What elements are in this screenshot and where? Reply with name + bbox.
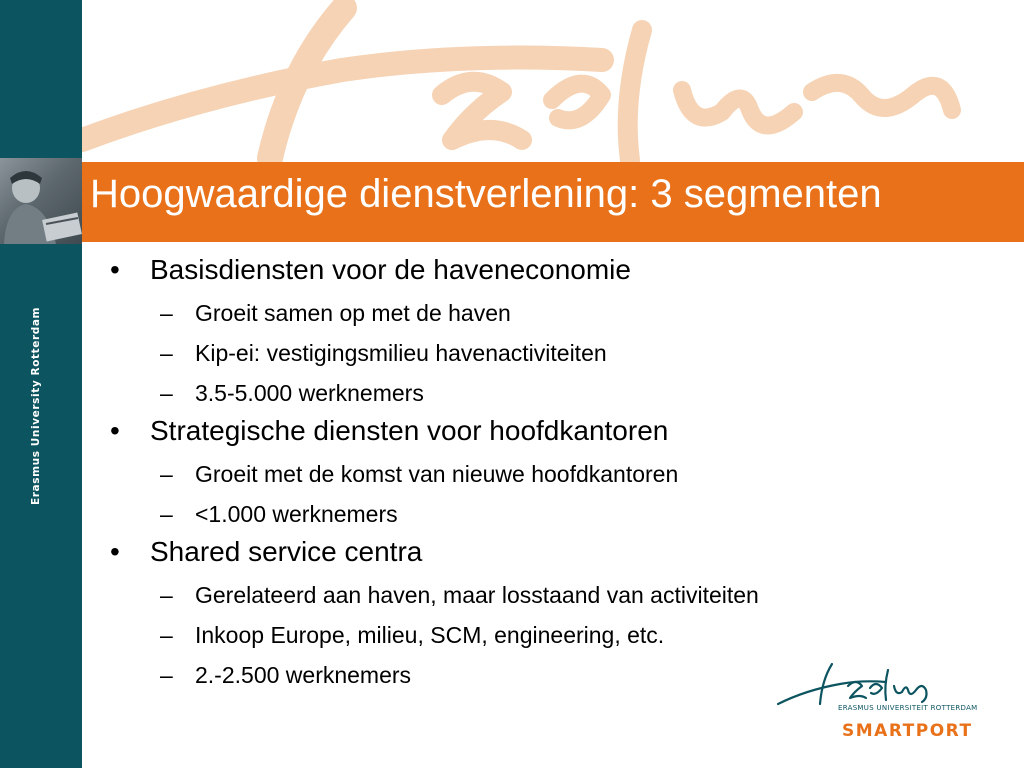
erasmus-signature-icon xyxy=(776,660,976,708)
erasmus-signature-watermark xyxy=(82,0,1024,162)
sub-bullet-text: Kip-ei: vestigingsmilieu havenactiviteiten xyxy=(195,340,607,366)
bullet-item xyxy=(110,534,990,569)
university-name: Erasmus University Rotterdam xyxy=(30,306,42,505)
bullet-item xyxy=(110,413,990,448)
erasmus-portrait-image xyxy=(0,158,82,244)
dash-marker: – xyxy=(160,662,173,688)
sub-bullet-text: Gerelateerd aan haven, maar losstaand van activiteiten xyxy=(195,582,759,608)
sub-bullet-item xyxy=(110,379,990,407)
sub-bullet-item xyxy=(110,621,990,649)
title-band xyxy=(82,162,1024,242)
sub-bullet-item xyxy=(110,299,990,327)
sidebar xyxy=(0,0,82,768)
sub-bullet-item xyxy=(110,339,990,367)
logo-university-line: ERASMUS UNIVERSITEIT ROTTERDAM xyxy=(838,704,978,712)
slide-content xyxy=(110,252,990,689)
sub-bullet-text: 2.-2.500 werknemers xyxy=(195,662,412,688)
dash-marker: – xyxy=(160,622,173,648)
bullet-text: Shared service centra xyxy=(150,536,423,567)
portrait-figure xyxy=(0,158,82,244)
bullet-marker: • xyxy=(110,536,120,567)
dash-marker: – xyxy=(160,501,173,527)
dash-marker: – xyxy=(160,582,173,608)
sub-bullet-text: <1.000 werknemers xyxy=(195,501,398,527)
smartport-logo xyxy=(776,660,976,745)
dash-marker: – xyxy=(160,380,173,406)
sub-bullet-text: Groeit samen op met de haven xyxy=(195,300,511,326)
sub-bullet-item xyxy=(110,581,990,609)
sub-bullet-text: Inkoop Europe, milieu, SCM, engineering, etc. xyxy=(195,622,665,648)
bullet-item xyxy=(110,252,990,287)
dash-marker: – xyxy=(160,461,173,487)
dash-marker: – xyxy=(160,340,173,366)
logo-brand-name: SMARTPORT xyxy=(842,721,973,741)
sub-bullet-item xyxy=(110,500,990,528)
sub-bullet-text: 3.5-5.000 werknemers xyxy=(195,380,424,406)
sub-bullet-item xyxy=(110,460,990,488)
bullet-marker: • xyxy=(110,254,120,285)
bullet-marker: • xyxy=(110,415,120,446)
dash-marker: – xyxy=(160,300,173,326)
sub-bullet-text: Groeit met de komst van nieuwe hoofdkantoren xyxy=(195,461,679,487)
bullet-text: Basisdiensten voor de haveneconomie xyxy=(150,254,631,285)
bullet-text: Strategische diensten voor hoofdkantoren xyxy=(150,415,669,446)
slide-title: Hoogwaardige dienstverlening: 3 segmenten xyxy=(90,172,882,216)
